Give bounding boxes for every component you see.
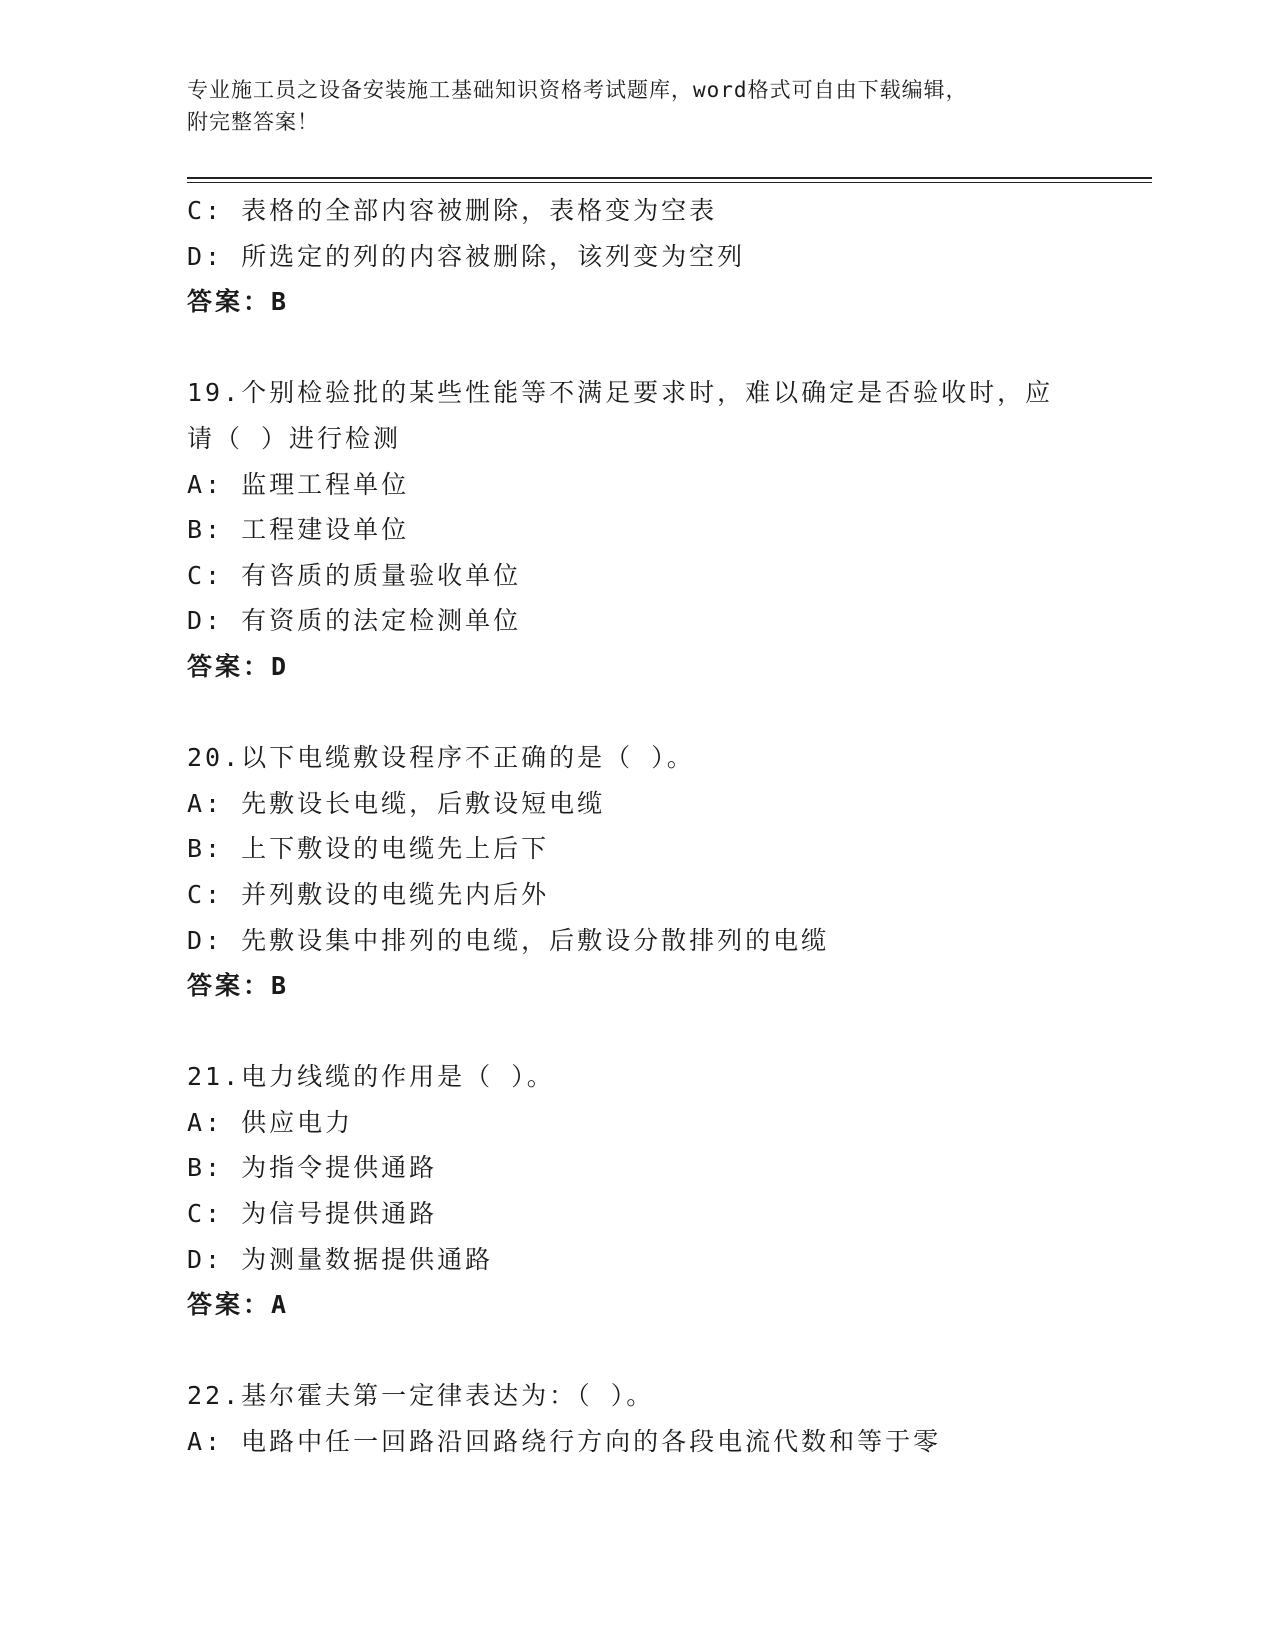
question-text: 22.基尔霍夫第一定律表达为：（ ）。 xyxy=(187,1381,655,1411)
header-rule-thin xyxy=(187,182,1152,183)
option-c: C: 有咨质的质量验收单位 xyxy=(187,560,522,590)
option-a: A: 供应电力 xyxy=(187,1107,354,1137)
option-c: C: 为信号提供通路 xyxy=(187,1199,438,1229)
question-text-cont: 请（ ）进行检测 xyxy=(187,423,402,453)
answer: 答案：B xyxy=(187,971,290,1001)
option-a: A: 先敷设长电缆，后敷设短电缆 xyxy=(187,788,606,818)
header-line-2: 附完整答案！ xyxy=(187,110,319,134)
question-20 xyxy=(187,735,1147,1009)
option-c: C: 表格的全部内容被删除，表格变为空表 xyxy=(187,196,718,225)
option-b: B: 为指令提供通路 xyxy=(187,1153,438,1183)
header-line-1: 专业施工员之设备安装施工基础知识资格考试题库，word格式可自由下载编辑， xyxy=(187,78,968,102)
option-d: D: 所选定的列的内容被删除，该列变为空列 xyxy=(187,241,746,271)
question-list xyxy=(187,188,1147,1465)
question-19 xyxy=(187,370,1147,689)
question-text: 19.个别检验批的某些性能等不满足要求时，难以确定是否验收时，应 xyxy=(187,378,1054,408)
question-text: 21.电力线缆的作用是（ ）。 xyxy=(187,1062,555,1092)
question-18-tail xyxy=(187,188,1147,325)
option-a: A: 电路中任一回路沿回路绕行方向的各段电流代数和等于零 xyxy=(187,1427,942,1457)
option-d: D: 先敷设集中排列的电缆，后敷设分散排列的电缆 xyxy=(187,925,830,955)
question-21 xyxy=(187,1054,1147,1328)
option-c: C: 并列敷设的电缆先内后外 xyxy=(187,879,550,909)
option-a: A: 监理工程单位 xyxy=(187,469,410,499)
document-header xyxy=(187,74,1087,138)
option-b: B: 上下敷设的电缆先上后下 xyxy=(187,834,550,864)
option-d: D: 为测量数据提供通路 xyxy=(187,1244,494,1274)
answer: 答案：D xyxy=(187,651,290,681)
question-text: 20.以下电缆敷设程序不正确的是（ ）。 xyxy=(187,743,695,773)
option-b: B: 工程建设单位 xyxy=(187,515,410,545)
header-rule-thick xyxy=(187,177,1152,179)
question-22 xyxy=(187,1373,1147,1464)
answer: 答案：B xyxy=(187,287,290,317)
option-d: D: 有资质的法定检测单位 xyxy=(187,606,522,636)
answer: 答案：A xyxy=(187,1290,290,1320)
